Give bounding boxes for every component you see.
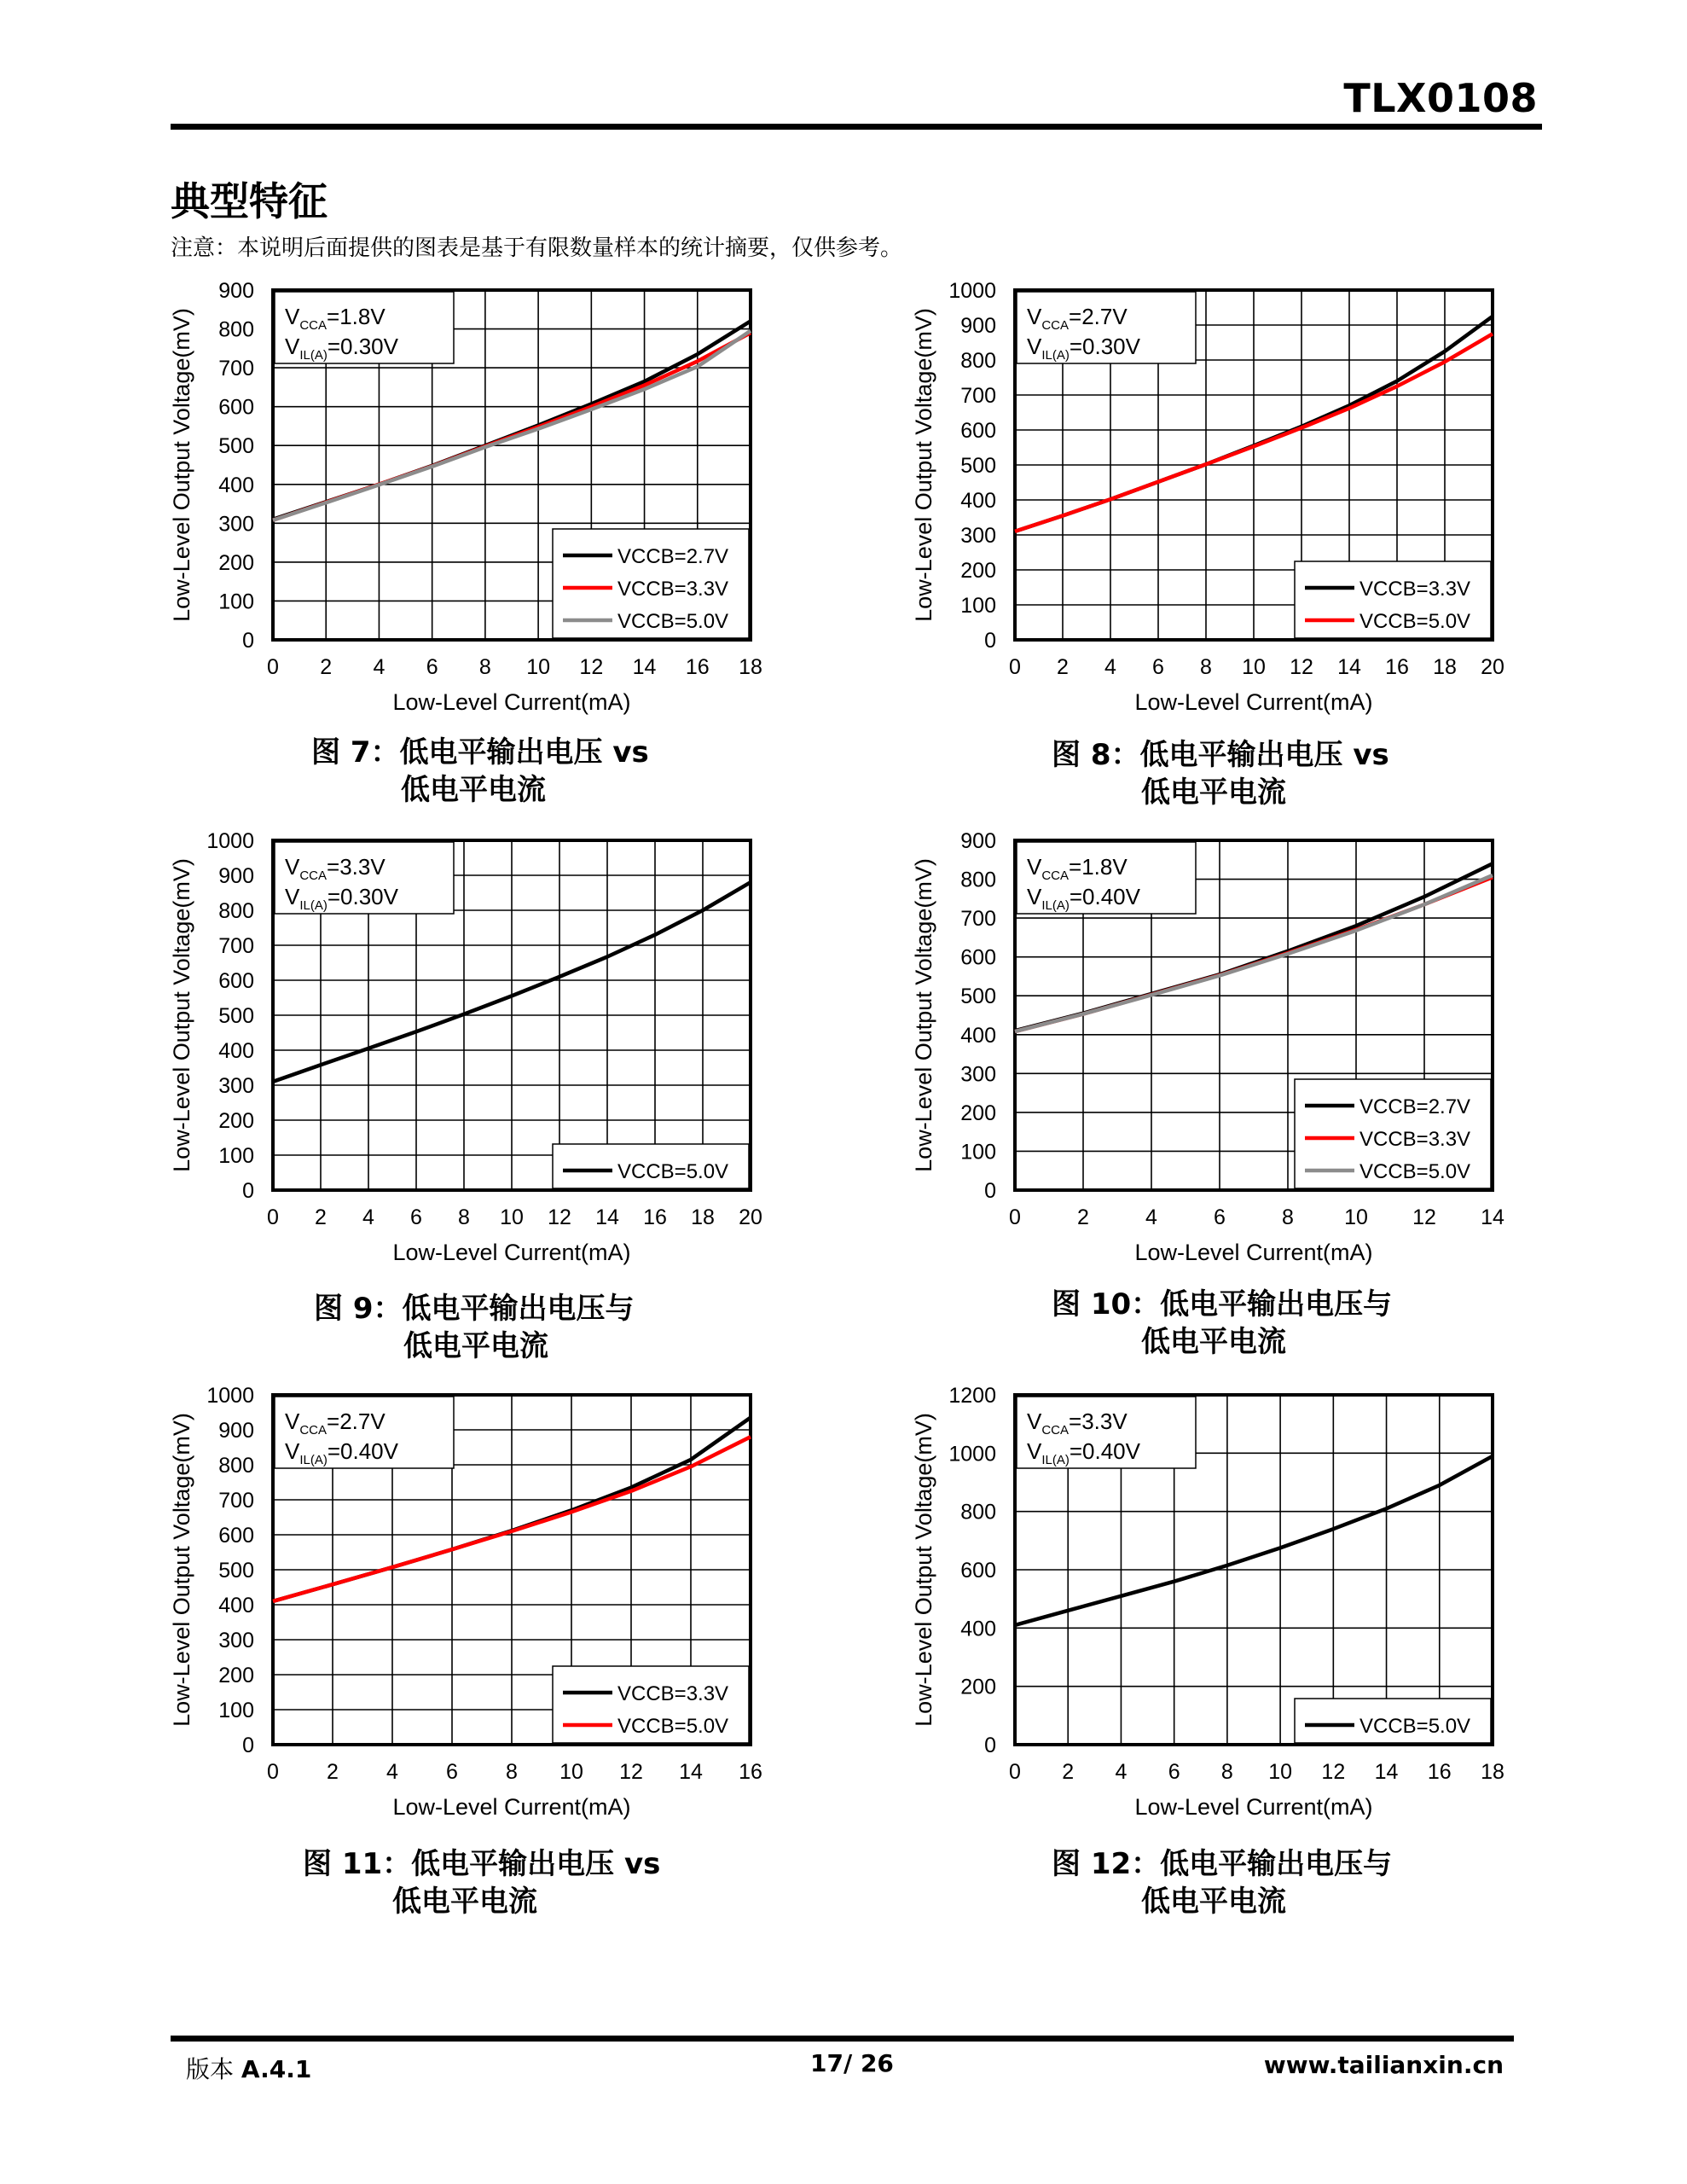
y-tick-label: 900 <box>218 1419 254 1443</box>
legend-label: VCCB=5.0V <box>617 610 729 633</box>
x-tick-label: 18 <box>1433 655 1457 679</box>
y-axis-label: Low-Level Output Voltage(mV) <box>911 308 936 622</box>
y-tick-label: 900 <box>960 314 996 338</box>
x-tick-label: 12 <box>579 655 604 679</box>
y-tick-label: 800 <box>218 317 254 342</box>
x-tick-label: 12 <box>1412 1205 1436 1229</box>
figure-title-line1: 低电平输出电压与 <box>1160 1847 1393 1881</box>
figure-title-line2: 低电平电流 <box>1141 1885 1286 1919</box>
x-axis-label: Low-Level Current(mA) <box>1134 1794 1373 1820</box>
x-axis-label: Low-Level Current(mA) <box>392 1794 631 1820</box>
note-text: 注意：本说明后面提供的图表是基于有限数量样本的统计摘要，仅供参考。 <box>171 235 903 261</box>
x-tick-label: 2 <box>327 1760 339 1784</box>
y-tick-label: 500 <box>960 454 996 478</box>
y-tick-label: 600 <box>218 1524 254 1548</box>
chart-figure-9 <box>162 829 810 1292</box>
y-tick-label: 700 <box>960 384 996 408</box>
y-tick-label: 700 <box>960 907 996 932</box>
x-tick-label: 4 <box>1104 655 1116 679</box>
y-tick-label: 800 <box>218 899 254 923</box>
legend-label: VCCB=5.0V <box>617 1715 729 1738</box>
figure-title-line2: 低电平电流 <box>1141 775 1286 810</box>
figure-title-line2: 低电平电流 <box>403 1329 548 1363</box>
x-tick-label: 14 <box>595 1205 619 1229</box>
vil-label: $V_{IL(A)}=0.40V$ <box>285 1438 398 1467</box>
y-tick-label: 400 <box>218 1594 254 1618</box>
document-title: TLX0108 <box>1343 75 1538 121</box>
vil-label: $V_{IL(A)}=0.30V$ <box>1027 334 1140 363</box>
vil-label: $V_{IL(A)}=0.30V$ <box>285 884 398 913</box>
vil-label: $V_{IL(A)}=0.40V$ <box>1027 884 1140 913</box>
x-tick-label: 20 <box>1481 655 1504 679</box>
x-tick-label: 14 <box>1374 1760 1399 1784</box>
y-tick-label: 600 <box>960 1559 996 1583</box>
x-tick-label: 12 <box>548 1205 571 1229</box>
y-tick-label: 100 <box>218 1699 254 1722</box>
x-tick-label: 4 <box>386 1760 398 1784</box>
figure-title-line2: 低电平电流 <box>401 773 546 807</box>
x-tick-label: 2 <box>320 655 333 679</box>
x-tick-label: 8 <box>1282 1205 1294 1229</box>
y-tick-label: 400 <box>218 473 254 497</box>
x-tick-label: 10 <box>500 1205 524 1229</box>
x-tick-label: 18 <box>1481 1760 1504 1784</box>
x-tick-label: 0 <box>267 1760 279 1784</box>
x-tick-label: 6 <box>426 655 438 679</box>
y-tick-label: 0 <box>984 629 996 653</box>
y-axis-label: Low-Level Output Voltage(mV) <box>169 1413 194 1727</box>
y-tick-label: 900 <box>218 279 254 303</box>
x-tick-label: 6 <box>1152 655 1164 679</box>
figure-caption-9 <box>314 1290 635 1365</box>
x-axis-label: Low-Level Current(mA) <box>392 689 631 715</box>
y-tick-label: 100 <box>218 1144 254 1168</box>
x-axis-label: Low-Level Current(mA) <box>1134 1240 1373 1265</box>
figure-caption-10 <box>1052 1286 1392 1361</box>
y-tick-label: 300 <box>218 1629 254 1653</box>
x-tick-label: 0 <box>1009 1760 1021 1784</box>
y-tick-label: 300 <box>960 1062 996 1087</box>
y-axis-label: Low-Level Output Voltage(mV) <box>169 308 194 622</box>
x-tick-label: 8 <box>1220 1760 1233 1784</box>
y-tick-label: 700 <box>218 934 254 958</box>
y-tick-label: 1000 <box>948 279 996 303</box>
y-tick-label: 400 <box>218 1039 254 1063</box>
figure-number: 图 9： <box>314 1292 403 1326</box>
x-tick-label: 16 <box>643 1205 667 1229</box>
y-tick-label: 800 <box>960 1500 996 1525</box>
figure-title-line1: 低电平输出电压与 <box>1160 1287 1393 1321</box>
figure-number: 图 10： <box>1052 1287 1161 1321</box>
chart-figure-10 <box>904 829 1552 1292</box>
vcca-label: $V_{CCA}=3.3V$ <box>285 854 386 883</box>
x-tick-label: 0 <box>267 1205 279 1229</box>
y-tick-label: 800 <box>960 349 996 373</box>
x-tick-label: 10 <box>1242 655 1266 679</box>
y-tick-label: 400 <box>960 1023 996 1048</box>
x-tick-label: 6 <box>1214 1205 1226 1229</box>
y-tick-label: 600 <box>218 969 254 993</box>
y-tick-label: 1000 <box>948 1442 996 1467</box>
legend-label: VCCB=2.7V <box>617 545 729 568</box>
x-tick-label: 16 <box>1385 655 1409 679</box>
legend-label: VCCB=5.0V <box>617 1160 729 1183</box>
y-tick-label: 400 <box>960 1617 996 1641</box>
x-tick-label: 4 <box>1145 1205 1157 1229</box>
version-label: 版本 <box>186 2055 235 2083</box>
footer-rule <box>171 2036 1514 2042</box>
y-tick-label: 500 <box>960 985 996 1009</box>
vcca-label: $V_{CCA}=3.3V$ <box>1027 1409 1128 1438</box>
x-tick-label: 18 <box>739 655 762 679</box>
y-tick-label: 200 <box>960 1101 996 1125</box>
y-axis-label: Low-Level Output Voltage(mV) <box>911 1413 936 1727</box>
figure-title-line1: 低电平输出电压与 <box>402 1292 635 1326</box>
footer-version <box>186 2051 311 2085</box>
chart-figure-11 <box>162 1386 810 1847</box>
vcca-label: $V_{CCA}=1.8V$ <box>285 304 386 333</box>
series-line <box>1015 1456 1493 1625</box>
chart-svg <box>162 1386 810 1847</box>
chart-svg <box>904 279 1552 742</box>
x-axis-label: Low-Level Current(mA) <box>392 1240 631 1265</box>
y-tick-label: 100 <box>218 590 254 614</box>
chart-figure-12 <box>904 1386 1552 1847</box>
x-tick-label: 10 <box>526 655 551 679</box>
y-tick-label: 0 <box>242 1179 254 1203</box>
x-tick-label: 12 <box>1321 1760 1346 1784</box>
website-link[interactable]: www.tailianxin.cn <box>1263 2051 1504 2079</box>
x-tick-label: 16 <box>1427 1760 1452 1784</box>
figure-title-line1: 低电平输出电压 vs <box>1139 738 1389 772</box>
figure-caption-7 <box>311 734 649 809</box>
x-tick-label: 18 <box>691 1205 715 1229</box>
x-tick-label: 8 <box>458 1205 470 1229</box>
chart-svg <box>904 829 1552 1292</box>
x-tick-label: 20 <box>739 1205 762 1229</box>
y-tick-label: 500 <box>218 1004 254 1028</box>
vcca-label: $V_{CCA}=1.8V$ <box>1027 854 1128 883</box>
figure-caption-11 <box>303 1845 660 1920</box>
x-tick-label: 2 <box>315 1205 327 1229</box>
y-tick-label: 100 <box>960 594 996 618</box>
figure-number: 图 11： <box>303 1847 412 1881</box>
x-tick-label: 16 <box>685 655 710 679</box>
vil-label: $V_{IL(A)}=0.40V$ <box>1027 1438 1140 1467</box>
x-tick-label: 12 <box>619 1760 643 1784</box>
x-tick-label: 8 <box>1200 655 1212 679</box>
x-tick-label: 4 <box>373 655 386 679</box>
figure-title-line2: 低电平电流 <box>1141 1325 1286 1359</box>
page-number: 17/ 26 <box>810 2049 894 2077</box>
y-tick-label: 800 <box>218 1454 254 1478</box>
x-tick-label: 0 <box>267 655 279 679</box>
x-axis-label: Low-Level Current(mA) <box>1134 689 1373 715</box>
x-tick-label: 2 <box>1057 655 1069 679</box>
legend-label: VCCB=3.3V <box>1359 1128 1471 1151</box>
legend-label: VCCB=5.0V <box>1359 1160 1471 1183</box>
figure-caption-12 <box>1052 1845 1392 1920</box>
y-tick-label: 0 <box>242 1734 254 1757</box>
y-tick-label: 1000 <box>206 1384 254 1408</box>
y-tick-label: 900 <box>960 829 996 853</box>
x-tick-label: 14 <box>632 655 657 679</box>
vcca-label: $V_{CCA}=2.7V$ <box>1027 304 1128 333</box>
chart-figure-7 <box>162 279 810 742</box>
x-tick-label: 10 <box>1268 1760 1293 1784</box>
figure-number: 图 8： <box>1052 738 1140 772</box>
y-tick-label: 200 <box>218 1664 254 1687</box>
y-tick-label: 0 <box>984 1734 996 1757</box>
legend-label: VCCB=2.7V <box>1359 1095 1471 1118</box>
x-tick-label: 0 <box>1009 1205 1021 1229</box>
legend-label: VCCB=5.0V <box>1359 1715 1471 1738</box>
vil-label: $V_{IL(A)}=0.30V$ <box>285 334 398 363</box>
x-tick-label: 8 <box>478 655 491 679</box>
y-tick-label: 300 <box>218 1074 254 1098</box>
y-tick-label: 600 <box>960 945 996 970</box>
figure-title-line2: 低电平电流 <box>392 1885 537 1919</box>
header-rule <box>171 124 1542 130</box>
y-tick-label: 0 <box>984 1179 996 1203</box>
chart-svg <box>162 829 810 1292</box>
x-tick-label: 6 <box>1168 1760 1180 1784</box>
x-tick-label: 8 <box>506 1760 518 1784</box>
y-tick-label: 700 <box>218 357 254 381</box>
legend-label: VCCB=3.3V <box>617 1682 729 1705</box>
y-tick-label: 600 <box>218 395 254 420</box>
y-tick-label: 100 <box>960 1140 996 1165</box>
y-tick-label: 500 <box>218 1559 254 1583</box>
x-tick-label: 0 <box>1009 655 1021 679</box>
legend-label: VCCB=3.3V <box>1359 578 1471 601</box>
x-tick-label: 6 <box>410 1205 422 1229</box>
x-tick-label: 14 <box>679 1760 703 1784</box>
x-tick-label: 2 <box>1062 1760 1075 1784</box>
y-tick-label: 0 <box>242 629 254 653</box>
y-tick-label: 1000 <box>206 829 254 853</box>
version-number: A.4.1 <box>241 2055 312 2083</box>
figure-number: 图 7： <box>311 735 400 770</box>
y-tick-label: 800 <box>960 868 996 892</box>
y-tick-label: 500 <box>218 434 254 459</box>
y-tick-label: 200 <box>960 1675 996 1699</box>
chart-figure-8 <box>904 279 1552 742</box>
section-title: 典型特征 <box>171 178 328 224</box>
y-tick-label: 900 <box>218 864 254 888</box>
x-tick-label: 4 <box>362 1205 374 1229</box>
x-tick-label: 12 <box>1290 655 1313 679</box>
x-tick-label: 6 <box>446 1760 458 1784</box>
x-tick-label: 4 <box>1115 1760 1128 1784</box>
x-tick-label: 10 <box>559 1760 583 1784</box>
x-tick-label: 14 <box>1481 1205 1504 1229</box>
x-tick-label: 2 <box>1077 1205 1089 1229</box>
x-tick-label: 10 <box>1344 1205 1368 1229</box>
y-tick-label: 1200 <box>948 1384 996 1408</box>
y-tick-label: 700 <box>218 1489 254 1513</box>
figure-caption-8 <box>1052 736 1389 811</box>
chart-svg <box>162 279 810 742</box>
y-tick-label: 200 <box>218 1109 254 1133</box>
x-tick-label: 14 <box>1337 655 1361 679</box>
figure-title-line1: 低电平输出电压 vs <box>411 1847 661 1881</box>
y-tick-label: 200 <box>960 559 996 583</box>
figure-number: 图 12： <box>1052 1847 1161 1881</box>
chart-svg <box>904 1386 1552 1847</box>
figure-title-line1: 低电平输出电压 vs <box>399 735 649 770</box>
y-tick-label: 200 <box>218 550 254 575</box>
legend-label: VCCB=5.0V <box>1359 610 1471 633</box>
vcca-label: $V_{CCA}=2.7V$ <box>285 1409 386 1438</box>
y-tick-label: 300 <box>218 512 254 537</box>
y-tick-label: 300 <box>960 524 996 548</box>
y-axis-label: Low-Level Output Voltage(mV) <box>911 858 936 1172</box>
y-tick-label: 600 <box>960 419 996 443</box>
legend-label: VCCB=3.3V <box>617 578 729 601</box>
x-tick-label: 16 <box>739 1760 762 1784</box>
y-tick-label: 400 <box>960 489 996 513</box>
y-axis-label: Low-Level Output Voltage(mV) <box>169 858 194 1172</box>
